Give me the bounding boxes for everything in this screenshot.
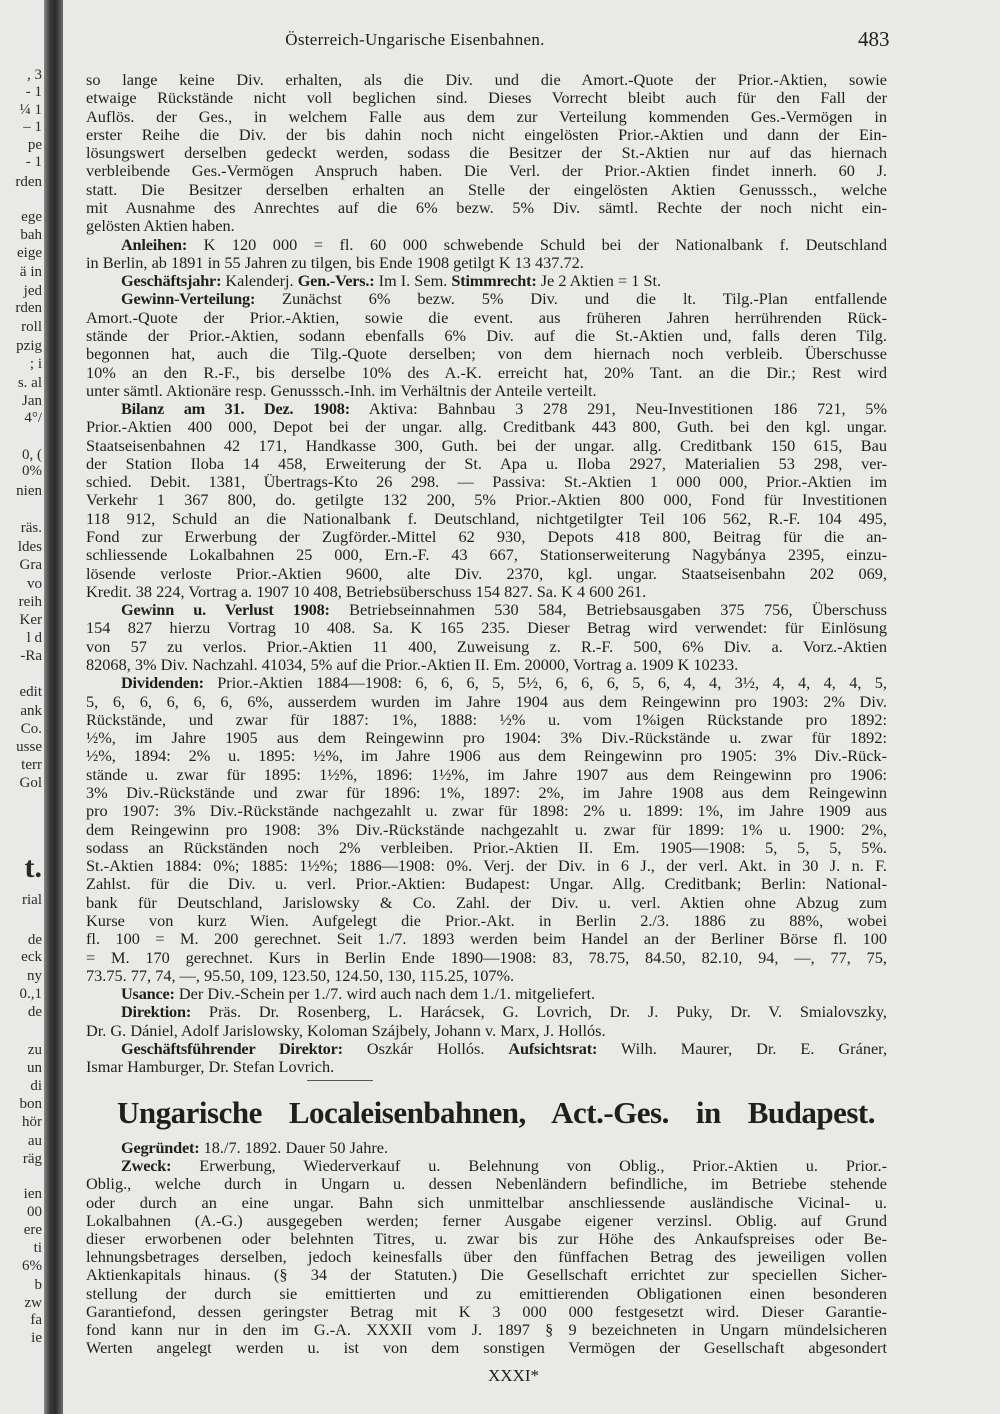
paragraph: [86, 1040, 887, 1077]
margin-fragment: räs.: [20, 520, 42, 536]
margin-fragment: ege: [21, 209, 42, 225]
book-gutter: [44, 0, 63, 1414]
text-segment: Je 2 Aktien = 1 St.: [540, 271, 662, 291]
paragraph-label: Aufsichtsrat:: [508, 1038, 598, 1058]
margin-fragment: , 3: [27, 67, 42, 83]
text-segment: fond kann nur in den im G.-A. XXXII vom J. 1897 § 9 bezeichneten in Ungarn mündelsicheren: [86, 1320, 887, 1340]
text-segment: begonnen hat, auch die Tilg.-Quote derselben; von dem hiernach noch verbleib. Überschusse: [86, 344, 887, 364]
paragraph-label: Stimmrecht:: [451, 271, 537, 291]
text-line: [86, 1285, 887, 1303]
margin-fragment: ank: [20, 703, 42, 719]
paragraph-label: Gewinn-Verteilung:: [121, 289, 256, 309]
text-line: [86, 437, 887, 455]
text-segment: Fond zur Erwerbung der Zugförder.-Mittel 62 930, Depots 418 800, Beitrag für die an-: [86, 527, 887, 547]
page-number: 483: [858, 27, 890, 51]
text-segment: fl. 100 = M. 200 gerechnet. Seit 1./7. 1893 werden beim Handel an der Berliner Börse fl. 100: [86, 929, 887, 949]
paragraph: [86, 236, 887, 273]
margin-fragment: Gra: [19, 557, 42, 573]
margin-fragment: l d: [26, 630, 42, 646]
text-line: [86, 162, 887, 180]
text-line: [86, 1040, 887, 1058]
text-segment: Erwerbung, Wiederverkauf u. Belehnung von Oblig., Prior.-Aktien u. Prior.-: [199, 1156, 887, 1176]
text-line: [86, 583, 887, 601]
text-segment: Prior.-Aktien 1884—1908: 6, 6, 6, 5, 5½, 6, 6, 6, 5, 6, 4, 4, 3½, 4, 4, 4, 4, 5,: [217, 673, 888, 693]
text-line: [86, 199, 887, 217]
text-line: [86, 473, 887, 491]
text-line: [86, 108, 887, 126]
margin-fragment: reih: [18, 594, 42, 610]
text-segment: Kalenderj.: [225, 271, 294, 291]
paragraph-label: Dividenden:: [121, 673, 204, 693]
text-line: [86, 565, 887, 583]
text-segment: so lange keine Div. erhalten, als die Div. und die Amort.-Quote der Prior.-Aktien, sowie: [86, 70, 887, 89]
text-segment: Aktienkapitals hinaus. (§ 34 der Statuten.) Die Gesellschaft errichtet zur speciellen Sicher-: [86, 1265, 887, 1285]
paragraph: [86, 400, 887, 601]
margin-fragment: räg: [22, 1151, 42, 1167]
text-segment: Wilh. Maurer, Dr. E. Gráner,: [620, 1038, 888, 1058]
signature-mark: XXXI*: [488, 1366, 539, 1385]
text-segment: Kurse von kurz Wien. Aufgelegt die Prior.-Akt. in Berlin 2./3. 1886 zu 88%, wobei: [86, 910, 887, 930]
text-segment: Lokalbahnen (A.-G.) ausgegeben werden; ferner Ausgabe eigener verzinsl. Oblig. auf Grund: [86, 1210, 887, 1230]
text-segment: Prior.-Aktien 400 000, Depot bei der ungar. allg. Creditbank 443 800, Guth. bei den kgl. ungar.: [86, 417, 887, 437]
text-line: [86, 674, 887, 692]
text-segment: Auflös. der Ges., in welchem Falle aus dem zur Verteilung kommenden Ges.-Vermögen in: [86, 106, 887, 126]
margin-fragment: au: [27, 1133, 42, 1149]
margin-fragment: bon: [19, 1096, 42, 1112]
margin-fragment: Jan: [22, 393, 42, 409]
margin-fragment: un: [27, 1060, 42, 1076]
paragraph-label: Zweck:: [121, 1156, 172, 1176]
text-segment: Garantiefond, dessen geringster Betrag mit K 3 000 000 festgesetzt wird. Dieser Garantie-: [86, 1301, 887, 1321]
text-segment: unter sämtl. Aktionäre resp. Genusssch.-Inh. im Verhältnis der Anteile verteilt.: [86, 380, 597, 400]
text-segment: ½%, 1894: 2% u. 1895: ½%, im Jahre 1906 aus dem Reingewinn pro 1905: 3% Div.-Rück-: [86, 746, 887, 766]
text-line: [86, 1194, 887, 1212]
text-line: [86, 546, 887, 564]
text-segment: Ismar Hamburger, Dr. Stefan Lovrich.: [86, 1057, 335, 1077]
text-segment: Verkehr 1 367 800, do. getilgte 132 200, 5% Prior.-Aktien 800 000, Fond für Investitionen: [86, 490, 887, 510]
text-line: [86, 254, 887, 272]
text-segment: Aktiva: Bahnbau 3 278 291, Neu-Investitionen 186 721, 5%: [368, 399, 888, 419]
margin-fragment: di: [30, 1078, 42, 1094]
paragraph-label: Direktion:: [121, 1002, 192, 1022]
text-segment: von 57 zu verlos. Prior.-Aktien 11 400, Zuweisung z. R.-F. 500, 6% Div. a. Vorz.-Aktien: [86, 636, 887, 656]
text-segment: dem Reingewinn pro 1908: 3% Div.-Rückstände nachgezahlt u. zwar für 1899: 1% u. 1900: 2%,: [86, 819, 887, 839]
text-segment: lösende verloste Prior.-Aktien 9600, alte Div. 2370, kgl. ungar. Staatseisenbahn 202 069,: [86, 563, 887, 583]
margin-fragment: ; i: [29, 356, 42, 372]
text-line: [86, 1175, 887, 1193]
margin-fragment: Co.: [20, 721, 42, 737]
margin-fragment: 0, (: [22, 447, 42, 463]
text-segment: Werten angelegt werden u. ist von dem sonstigen Vermögen der Gesellschaft abgesondert: [86, 1338, 887, 1358]
margin-fragment: rial: [22, 892, 42, 908]
text-segment: 18./7. 1892. Dauer 50 Jahre.: [203, 1138, 389, 1157]
text-segment: Staatseisenbahnen 42 171, Handkasse 300, Guth. bei der ungar. allg. Creditbank 150 615, Bau: [86, 435, 887, 455]
running-head: Österreich-Ungarische Eisenbahnen.: [285, 30, 545, 49]
margin-fragment: usse: [16, 739, 42, 755]
text-segment: Rückstände, und zwar für 1887: 1%, 1888: ½% u. vom 1%igen Rückstande pro 1892:: [86, 709, 887, 729]
text-segment: Betriebseinnahmen 530 584, Betriebsausgaben 375 756, Überschuss: [349, 600, 887, 620]
text-segment: stellung der durch sie emittierten und zu emittierenden Obligationen einen besonderen: [86, 1283, 887, 1303]
text-segment: lösungswert derselben gedeckt werden, sodass die Besitzer der St.-Aktien nur auf das hiernach: [86, 143, 887, 163]
margin-fragment: - 1: [25, 84, 42, 100]
section-divider: [307, 1080, 373, 1081]
text-segment: Kredit. 38 224, Vortrag a. 1907 10 408, Betriebsüberschuss 154 827. Sa. K 4 600 261.: [86, 581, 647, 601]
text-segment: etwaige Rückstände nicht voll beglichen sind. Dieses Vorrecht bleibt auch für den Fall der: [86, 88, 887, 108]
margin-fragment: bah: [20, 227, 42, 243]
text-line: [86, 784, 887, 802]
text-segment: 3% Div.-Rückstände und zwar für 1896: 1%, 1897: 2%, im Jahre 1908 aus dem Reingewinn: [86, 782, 887, 802]
paragraph: [86, 674, 887, 985]
text-segment: pro 1907: 3% Div.-Rückstände nachgezahlt u. zwar für 1898: 2% u. 1899: 1%, im Jahre 1909 aus: [86, 801, 887, 821]
text-segment: 118 912, Schuld an die Nationalbank f. Deutschland, nichtgetilgter Teil 106 562, R.-F. 104 495,: [86, 508, 887, 528]
margin-fragment: jed: [23, 283, 42, 299]
text-segment: Der Div.-Schein per 1./7. wird auch nach dem 1./1. mitgeliefert.: [178, 984, 596, 1004]
company-entry-ungarische-localeisenbahnen: [86, 1139, 887, 1357]
text-segment: St.-Aktien 1884: 0%; 1885: 1½%; 1886—1908: 0%. Verj. der Div. in 6 J., der verl. Akt. in 30 J. n. F.: [86, 856, 887, 876]
margin-fragment: ie: [31, 1330, 42, 1346]
text-segment: stände der Prior.-Aktien, sodann ebenfalls 6% Div. auf die St.-Aktien und, falls deren Tilg.: [86, 325, 887, 345]
text-line: [86, 912, 887, 930]
text-line: [86, 1022, 887, 1040]
paragraph: [86, 1139, 887, 1157]
text-segment: gelösten Aktien haben.: [86, 216, 235, 236]
paragraph-label: Gen.-Vers.:: [297, 271, 375, 291]
text-line: [86, 656, 887, 674]
text-line: [86, 1139, 887, 1157]
text-segment: Dr. G. Dániel, Adolf Jarislowsky, Koloman Szájbely, Johann v. Marx, J. Hollós.: [86, 1020, 606, 1040]
margin-fragment: ere: [23, 1222, 42, 1238]
text-line: [86, 400, 887, 418]
text-line: [86, 455, 887, 473]
text-line: [86, 985, 887, 1003]
margin-fragment: ti: [33, 1240, 42, 1256]
margin-fragment: roll: [21, 319, 42, 335]
text-line: [86, 601, 887, 619]
margin-fragment: hör: [22, 1114, 42, 1130]
text-line: [86, 236, 887, 254]
paragraph-label: Usance:: [121, 984, 175, 1004]
text-line: [86, 181, 887, 199]
paragraph: [86, 1157, 887, 1357]
text-line: [86, 747, 887, 765]
text-segment: schliessende Lokalbahnen 25 000, Ern.-F. 43 667, Stationserweiterung Nagybánya 2395, einzu-: [86, 545, 887, 565]
paragraph: [86, 985, 887, 1003]
text-segment: K 120 000 = fl. 60 000 schwebende Schuld bei der Nationalbank f. Deutschland: [203, 234, 887, 254]
text-line: [86, 1157, 887, 1175]
text-line: [86, 217, 887, 235]
text-segment: 154 827 hierzu Vortrag 10 408. Sa. K 165 235. Dieser Betrag wird verwendet: für Einlösung: [86, 618, 887, 638]
margin-fragment: s. al: [17, 375, 42, 391]
text-line: [86, 839, 887, 857]
margin-fragment: terr: [21, 757, 42, 773]
margin-fragment: de: [27, 932, 42, 948]
text-line: [86, 1003, 887, 1021]
margin-fragment: t.: [24, 851, 42, 884]
margin-fragment: nien: [16, 483, 42, 499]
text-segment: verbleibende Ges.-Vermögen Anspruch haben. Die Verl. der Prior.-Aktien findet innerh. 60 J.: [86, 161, 887, 181]
margin-fragment: eck: [21, 949, 42, 965]
text-line: [86, 309, 887, 327]
paragraph: [86, 601, 887, 674]
text-line: [86, 71, 887, 89]
text-line: [86, 1303, 887, 1321]
margin-fragment: - 1: [25, 154, 42, 170]
text-segment: bank für Deutschland, Jarislowsky & Co. Zahl. der Div. u. verl. Aktien ohne Abzug zum: [86, 892, 887, 912]
text-segment: Präs. Dr. Rosenberg, L. Harácsek, G. Lovrich, Dr. J. Puky, Dr. V. Smialovszky,: [208, 1002, 887, 1022]
margin-fragment: pe: [27, 137, 42, 153]
text-line: [86, 1339, 887, 1357]
text-segment: statt. Die Besitzer derselben erhalten an Stelle der eingelösten Aktien Genusssch., welche: [86, 179, 887, 199]
text-line: [86, 510, 887, 528]
text-line: [86, 272, 887, 290]
text-line: [86, 1058, 887, 1076]
text-line: [86, 1321, 887, 1339]
text-line: [86, 1266, 887, 1284]
text-line: [86, 894, 887, 912]
text-line: [86, 1248, 887, 1266]
text-line: [86, 930, 887, 948]
paragraph-label: Geschäftsjahr:: [121, 271, 222, 291]
margin-fragment: Gol: [19, 775, 42, 791]
text-line: [86, 1230, 887, 1248]
margin-fragment: Ker: [19, 612, 42, 628]
text-line: [86, 491, 887, 509]
margin-fragment: b: [34, 1277, 42, 1293]
text-line: [86, 802, 887, 820]
paragraph: [86, 1003, 887, 1040]
text-line: [86, 949, 887, 967]
paragraph: [86, 71, 887, 236]
text-segment: erster Reihe die Div. der bis dahin noch nicht eingelösten Prior.-Aktien und dann der Ein-: [86, 124, 887, 144]
text-line: [86, 638, 887, 656]
text-segment: der Station Iloba 14 458, Erweiterung der St. Apa u. Iloba 2927, Materialien 53 298, ver-: [86, 453, 887, 473]
margin-fragment: ä in: [19, 264, 42, 280]
margin-fragment: 0.,1: [19, 986, 42, 1002]
text-line: [86, 711, 887, 729]
text-line: [86, 875, 887, 893]
margin-fragment: 6%: [22, 1258, 42, 1274]
section-heading: Ungarische Localeisenbahnen, Act.-Ges. in Budapest.: [117, 1095, 875, 1130]
company-entry-continued: [86, 71, 887, 1076]
text-line: [86, 1212, 887, 1230]
text-segment: in Berlin, ab 1891 in 55 Jahren zu tilgen, bis Ende 1908 getilgt K 13 437.72.: [86, 252, 584, 272]
text-segment: lehnungsbetrages derselben, jedoch keinesfalls über den fünffachen Betrag des jeweiligen vollen: [86, 1247, 887, 1267]
text-segment: Zahlst. für die Div. u. verl. Prior.-Aktien: Budapest: Ungar. Allg. Creditbank; Berlin: National-: [86, 874, 887, 894]
text-line: [86, 967, 887, 985]
text-segment: sodass an Rückständen noch 2% verbleiben. Prior.-Aktien II. Em. 1905—1908: 5, 5, 5, 5%.: [86, 837, 887, 857]
paragraph: [86, 290, 887, 400]
margin-fragment: 0%: [22, 463, 42, 479]
text-line: [86, 126, 887, 144]
paragraph-label: Gegründet:: [121, 1138, 200, 1157]
margin-fragment: zw: [24, 1295, 42, 1311]
text-line: [86, 382, 887, 400]
text-line: [86, 364, 887, 382]
margin-fragment: 4°/: [24, 410, 42, 426]
text-segment: mit Ausnahme des Anrechtes auf die 6% bezw. 5% Div. sämtl. Rechte der noch nicht ein-: [86, 197, 887, 217]
text-segment: 82068, 3% Div. Nachzahl. 41034, 5% auf die Prior.-Aktien II. Em. 20000, Vortrag a. 1909 K 10233.: [86, 655, 739, 674]
text-segment: 10% an den R.-F., bis derselbe 10% des A.-K. erreicht hat, 20% Tant. an die Dir.; Rest wird: [86, 362, 887, 382]
paragraph-label: Bilanz am 31. Dez. 1908:: [121, 399, 350, 419]
text-segment: 5, 6, 6, 6, 6, 6, 6%, ausserdem wurden im Jahre 1904 aus dem Reingewinn pro 1903: 2% Div.: [86, 691, 887, 711]
margin-fragment: 00: [27, 1204, 42, 1220]
text-segment: Oszkár Hollós.: [366, 1038, 485, 1058]
paragraph-label: Anleihen:: [121, 234, 188, 254]
text-segment: oder durch an eine ungar. Bahn sich unmittelbar anschliessende ausländische Vicinal- u.: [86, 1192, 887, 1212]
margin-fragment: – 1: [23, 119, 42, 135]
text-line: [86, 766, 887, 784]
text-segment: Im I. Sem.: [378, 271, 448, 291]
text-line: [86, 693, 887, 711]
text-segment: schied. Debit. 1381, Übertrags-Kto 26 298. — Passiva: St.-Aktien 1 000 000, Prior.-Aktien im: [86, 472, 887, 492]
margin-fragment: rden: [15, 174, 42, 190]
margin-fragment: vo: [27, 576, 42, 592]
margin-fragment: eige: [17, 245, 42, 261]
text-segment: ½%, im Jahre 1905 aus dem Reingewinn pro 1904: 3% Div.-Rückstände u. zwar für 1892:: [86, 728, 887, 748]
text-segment: Zunächst 6% bezw. 5% Div. und die lt. Tilg.-Plan entfallende: [282, 289, 887, 309]
text-line: [86, 821, 887, 839]
text-line: [86, 345, 887, 363]
paragraph-label: Geschäftsführender Direktor:: [121, 1038, 343, 1058]
margin-fragment: -Ra: [20, 648, 42, 664]
text-segment: Oblig., welche durch in Ungarn u. dessen Nebenländern befindliche, im Betriebe stehende: [86, 1174, 887, 1194]
margin-fragment: rden: [15, 300, 42, 316]
margin-fragment: pzig: [16, 338, 42, 354]
text-segment: = M. 170 gerechnet. Kurs in Berlin Ende 1890—1908: 83, 78.75, 84.50, 82.10, 94, —, 77, 75,: [86, 947, 887, 967]
text-segment: Amort.-Quote der Prior.-Aktien, sowie die event. aus früheren Jahren herrührenden Rück-: [86, 307, 887, 327]
paragraph-label: Gewinn u. Verlust 1908:: [121, 600, 330, 620]
text-line: [86, 528, 887, 546]
text-segment: dieser erworbenen oder belehnten Titres, u. zwar bis zur Höhe des Ankaufspreises oder Be-: [86, 1229, 887, 1249]
text-line: [86, 144, 887, 162]
text-line: [86, 729, 887, 747]
margin-fragment: ldes: [17, 539, 42, 555]
paragraph: [86, 272, 887, 290]
margin-fragment: de: [27, 1004, 42, 1020]
text-line: [86, 89, 887, 107]
text-line: [86, 418, 887, 436]
margin-fragment: fa: [30, 1312, 42, 1328]
margin-fragment: ny: [27, 968, 42, 984]
text-line: [86, 619, 887, 637]
margin-fragment: edit: [19, 684, 42, 700]
text-segment: 73.75. 77, 74, —, 95.50, 109, 123.50, 124.50, 130, 115.25, 107%.: [86, 965, 515, 985]
text-segment: stände u. zwar für 1895: 1½%, 1896: 1½%, im Jahre 1907 aus dem Reingewinn pro 1906:: [86, 764, 887, 784]
text-line: [86, 290, 887, 308]
margin-fragment: zu: [27, 1042, 42, 1058]
text-line: [86, 327, 887, 345]
text-line: [86, 857, 887, 875]
margin-fragment: ien: [23, 1186, 42, 1202]
margin-fragment: ¼ 1: [19, 102, 42, 118]
